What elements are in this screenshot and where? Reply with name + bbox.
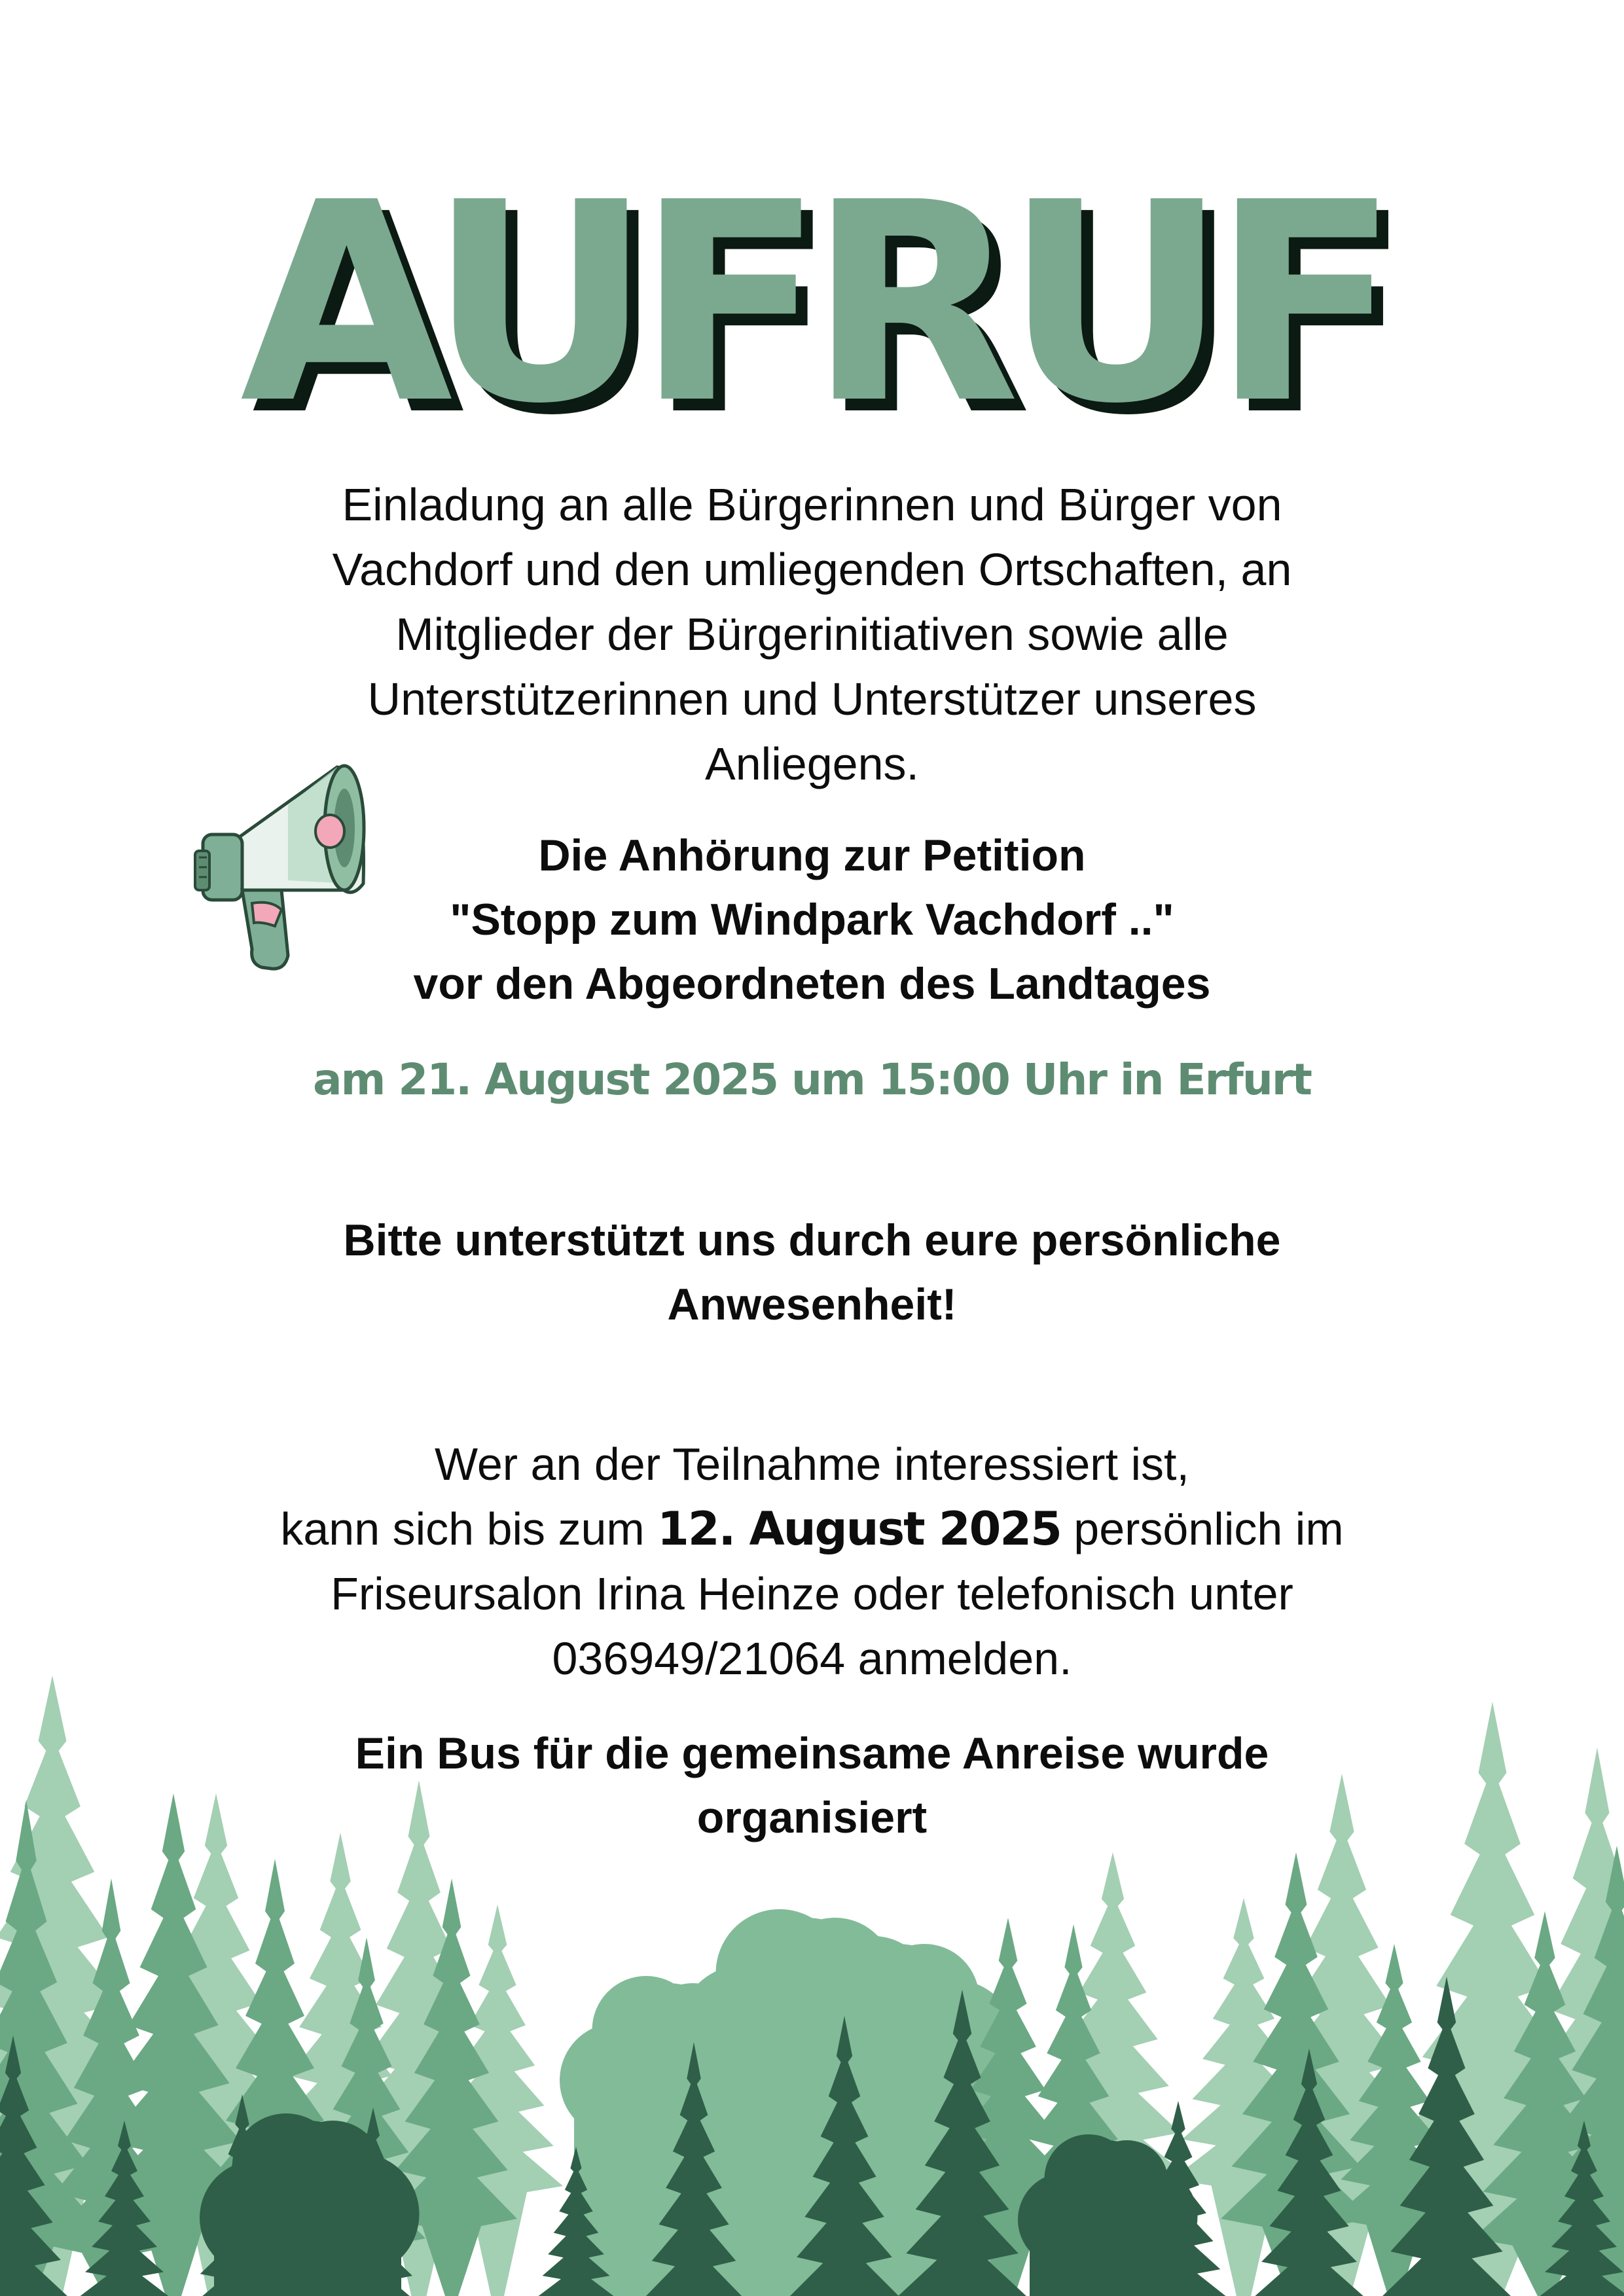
registration-line: Wer an der Teilnahme interessiert ist, xyxy=(435,1439,1189,1490)
registration-text: kann sich bis zum xyxy=(280,1503,658,1554)
invitation-line: Unterstützerinnen und Unterstützer unseres xyxy=(367,673,1257,725)
bus-notice xyxy=(0,1721,1624,1850)
hearing-line: Die Anhörung zur Petition xyxy=(538,831,1086,880)
invitation-text xyxy=(0,473,1624,797)
registration-deadline: 12. August 2025 xyxy=(657,1502,1061,1556)
registration-line: Friseursalon Irina Heinze oder telefonisch unter xyxy=(331,1568,1293,1619)
hearing-heading xyxy=(0,823,1624,1016)
invitation-line: Mitglieder der Bürgerinitiativen sowie alle xyxy=(395,609,1229,660)
registration-text: persönlich im xyxy=(1060,1503,1344,1554)
registration-phone-line: 036949/21064 anmelden. xyxy=(552,1633,1072,1684)
page-title: AUFRUF xyxy=(240,144,1384,464)
registration-line xyxy=(0,1497,1624,1562)
bus-line: Ein Bus für die gemeinsame Anreise wurde xyxy=(355,1729,1269,1778)
support-line: Bitte unterstützt uns durch eure persönliche xyxy=(343,1215,1281,1265)
invitation-line: Anliegens. xyxy=(705,738,919,789)
hearing-line: "Stopp zum Windpark Vachdorf .." xyxy=(450,895,1174,944)
event-date: am 21. August 2025 um 15:00 Uhr in Erfurt xyxy=(313,1054,1311,1105)
hearing-line: vor den Abgeordneten des Landtages xyxy=(413,959,1211,1009)
bush-shape xyxy=(1030,2199,1183,2296)
invitation-line: Einladung an alle Bürgerinnen und Bürger von xyxy=(342,479,1282,530)
support-appeal xyxy=(0,1208,1624,1336)
registration-info xyxy=(0,1432,1624,1691)
invitation-line: Vachdorf und den umliegenden Ortschaften, an xyxy=(332,544,1292,595)
support-line: Anwesenheit! xyxy=(667,1280,957,1329)
bus-line: organisiert xyxy=(696,1793,928,1842)
bush-shape xyxy=(214,2193,401,2296)
